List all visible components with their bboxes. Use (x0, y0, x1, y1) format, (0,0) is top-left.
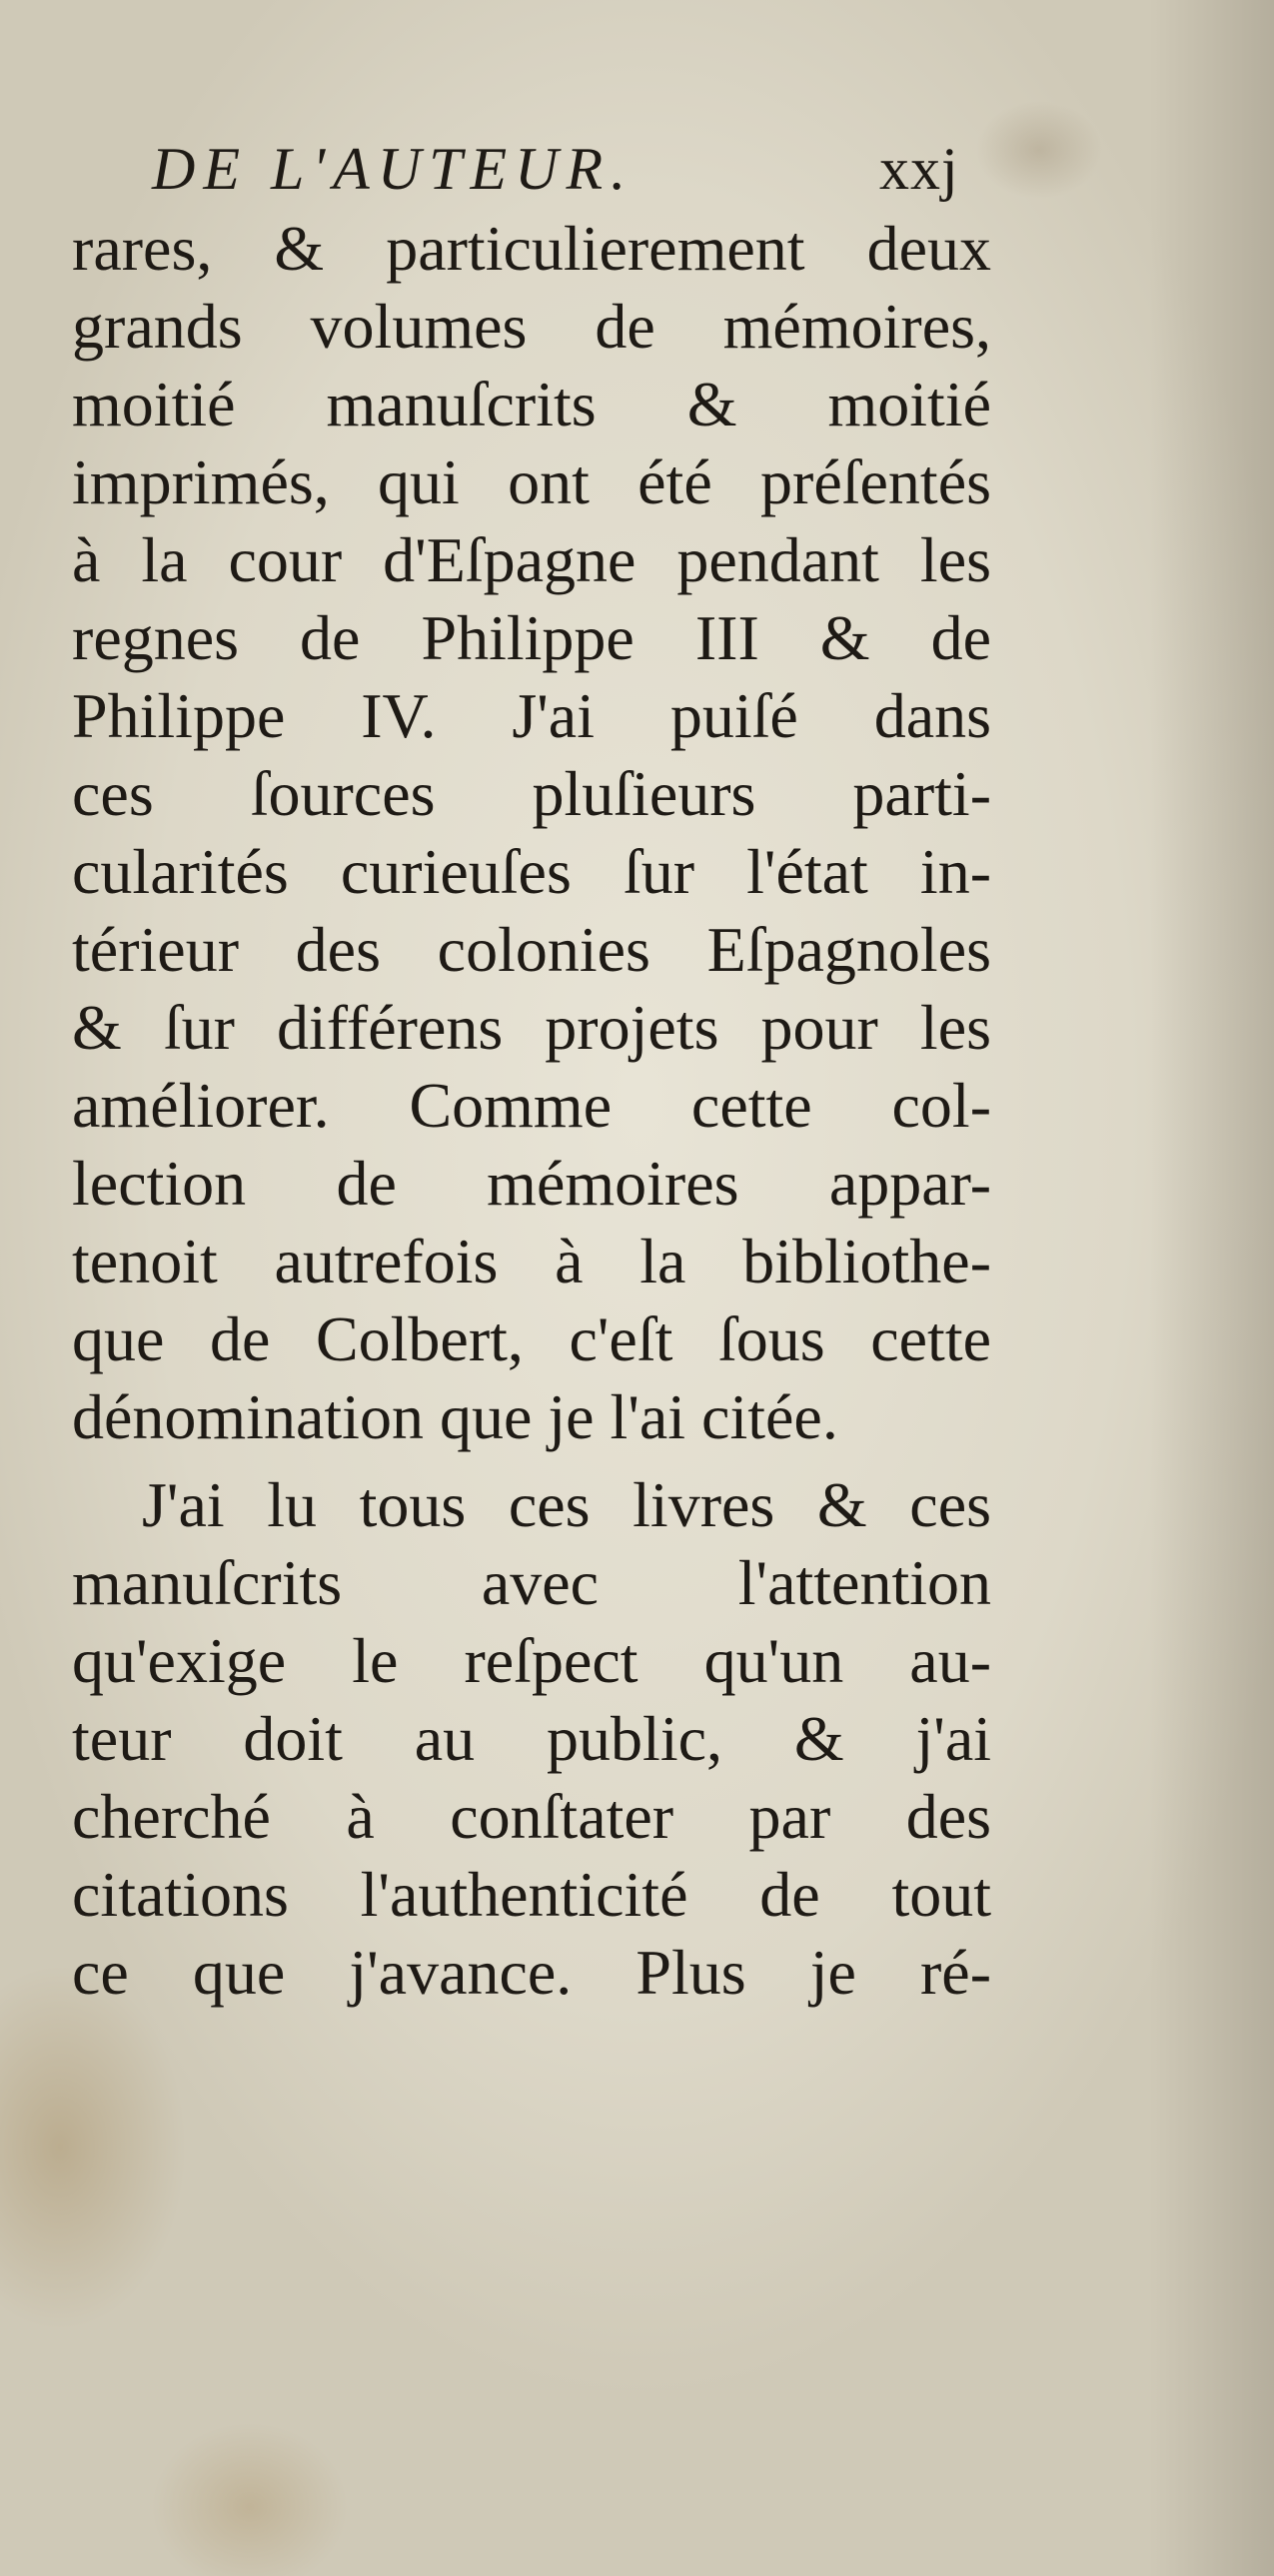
text-line: tenoit autrefois à la bibliothe- (72, 1226, 991, 1296)
text-line: ces ſources pluſieurs parti- (72, 758, 991, 829)
paragraph-gap (72, 1456, 991, 1466)
text-line: ce que j'avance. Plus je ré- (72, 1937, 991, 2008)
text-line: grands volumes de mémoires, (72, 291, 991, 362)
text-line: cularités curieuſes ſur l'état in- (72, 836, 991, 907)
running-head-title: DE L'AUTEUR. (152, 136, 635, 202)
page-number: xxj (879, 136, 959, 202)
text-line: que de Colbert, c'eſt ſous cette (72, 1303, 991, 1374)
running-head (72, 120, 991, 210)
page-edge-shadow (1149, 0, 1274, 2576)
text-line: dénomination que je l'ai citée. (72, 1381, 838, 1452)
text-line: J'ai lu tous ces livres & ces (142, 1469, 991, 1540)
text-line: imprimés, qui ont été préſentés (72, 446, 991, 517)
text-line: lection de mémoires appar- (72, 1148, 991, 1219)
text-line: rares, & particulierement deux (72, 213, 991, 284)
text-line: qu'exige le reſpect qu'un au- (72, 1625, 991, 1696)
text-line: à la cour d'Eſpagne pendant les (72, 524, 991, 595)
text-line: Philippe IV. J'ai puiſé dans (72, 680, 991, 751)
page-text-block (72, 120, 991, 2012)
text-line: teur doit au public, & j'ai (72, 1703, 991, 1774)
text-line: citations l'authenticité de tout (72, 1859, 991, 1930)
text-line: améliorer. Comme cette col- (72, 1070, 991, 1141)
text-line: térieur des colonies Eſpagnoles (72, 914, 991, 985)
text-line: & ſur différens projets pour les (72, 992, 991, 1063)
text-line: moitié manuſcrits & moitié (72, 369, 991, 439)
text-line: cherché à conſtater par des (72, 1781, 991, 1852)
text-line: manuſcrits avec l'attention (72, 1547, 991, 1618)
paragraph-2 (72, 1466, 991, 2012)
text-line: regnes de Philippe III & de (72, 602, 991, 673)
paragraph-1 (72, 210, 991, 1456)
